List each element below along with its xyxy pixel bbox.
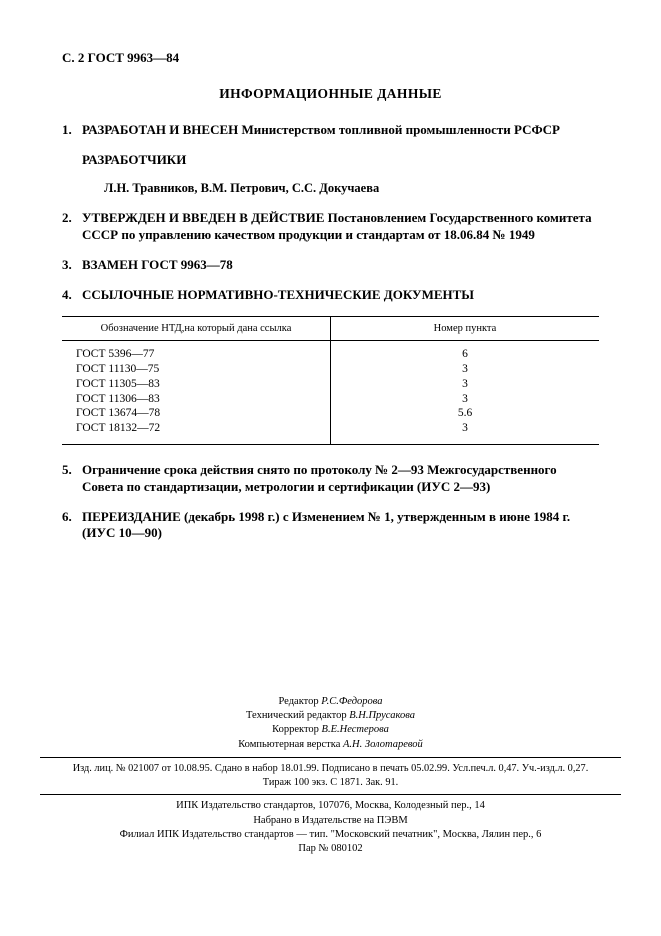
technical-editor-name: В.Н.Прусакова xyxy=(349,710,415,722)
item-1-number: 1. xyxy=(62,122,72,137)
item-3-text: ВЗАМЕН ГОСТ 9963—78 xyxy=(82,256,233,272)
reference-table xyxy=(62,316,599,444)
punkt-cell: 3 xyxy=(462,422,468,435)
item-5 xyxy=(62,462,599,496)
table-row xyxy=(62,421,599,444)
layout-line xyxy=(40,738,621,752)
ntd-cell: ГОСТ 5396—77 xyxy=(62,341,331,362)
imprint-line-1: Изд. лиц. № 021007 от 10.08.95. Сдано в набор 18.01.99. Подписано в печать 05.02.99. Усл.печ.л. 0,47. Уч.-изд.л. 0,27. xyxy=(72,762,589,774)
table-row xyxy=(62,377,599,392)
publisher-address: ИПК Издательство стандартов, 107076, Москва, Колодезный пер., 14 xyxy=(176,800,485,812)
item-3-number: 3. xyxy=(62,256,72,272)
editor-name: Р.С.Федорова xyxy=(321,696,383,707)
divider-bottom xyxy=(40,794,621,795)
table-row xyxy=(62,406,599,421)
column-header-punkt: Номер пункта xyxy=(331,317,600,341)
imprint-line-2: Тираж 100 экз. С 1871. Зак. 91. xyxy=(262,776,399,788)
item-4 xyxy=(62,287,599,304)
publisher-typeset-note: Набрано в Издательстве на ПЭВМ xyxy=(253,814,408,826)
developers-names: Л.Н. Травников, В.М. Петрович, С.С. Докучаева xyxy=(104,180,380,195)
editor-role: Редактор xyxy=(278,696,322,707)
layout-name: А.Н. Золотаревой xyxy=(343,738,423,750)
item-6 xyxy=(62,509,599,543)
corrector-name: В.Е.Нестерова xyxy=(321,724,389,736)
item-2 xyxy=(62,210,599,244)
punkt-cell: 3 xyxy=(462,363,468,376)
table-row xyxy=(62,392,599,407)
punkt-cell: 5.6 xyxy=(457,407,473,420)
publisher-block xyxy=(40,799,621,856)
ntd-cell: ГОСТ 11306—83 xyxy=(62,392,331,407)
column-header-ntd: Обозначение НТД,на который дана ссылка xyxy=(62,317,331,341)
ntd-cell: ГОСТ 13674—78 xyxy=(62,406,331,421)
page-header: С. 2 ГОСТ 9963—84 xyxy=(62,50,180,65)
item-4-number: 4. xyxy=(62,286,72,302)
corrector-line xyxy=(40,723,621,737)
corrector-role: Корректор xyxy=(272,724,322,736)
publisher-branch: Филиал ИПК Издательство стандартов — тип. "Московский печатник", Москва, Лялин пер., 6 xyxy=(119,828,542,840)
item-4-text: ССЫЛОЧНЫЕ НОРМАТИВНО-ТЕХНИЧЕСКИЕ ДОКУМЕНТЫ xyxy=(82,286,475,302)
punkt-cell: 3 xyxy=(462,392,468,405)
punkt-cell: 3 xyxy=(462,377,468,390)
item-1 xyxy=(62,122,599,139)
item-6-number: 6. xyxy=(62,508,72,524)
table-row xyxy=(62,341,599,362)
editor-line xyxy=(40,695,621,709)
punkt-cell: 6 xyxy=(462,348,468,361)
developers-heading: РАЗРАБОТЧИКИ xyxy=(82,151,187,167)
item-2-text: УТВЕРЖДЕН И ВВЕДЕН В ДЕЙСТВИЕ Постановлением Государственного комитета СССР по управлению качеством продукции и стандартам от 18.06.84 № 1949 xyxy=(82,209,592,242)
table-row xyxy=(62,362,599,377)
item-3 xyxy=(62,257,599,274)
item-5-text: Ограничение срока действия снято по протоколу № 2—93 Межгосударственного Совета по стандартизации, метрологии и сертификации (ИУС 2—93) xyxy=(82,461,557,494)
layout-role: Компьютерная верстка xyxy=(238,738,343,750)
table-header-row xyxy=(62,317,599,341)
colophon-block xyxy=(40,695,621,856)
item-1-text: РАЗРАБОТАН И ВНЕСЕН Министерством топливной промышленности РСФСР xyxy=(82,122,560,137)
publisher-order-number: Пар № 080102 xyxy=(298,842,363,854)
item-2-number: 2. xyxy=(62,209,72,225)
technical-editor-line xyxy=(40,709,621,723)
item-6-text: ПЕРЕИЗДАНИЕ (декабрь 1998 г.) с Изменением № 1, утвержденным в июне 1984 г. (ИУС 10—90) xyxy=(82,508,571,541)
divider-top xyxy=(40,757,621,758)
technical-editor-role: Технический редактор xyxy=(246,710,350,722)
ntd-cell: ГОСТ 11130—75 xyxy=(62,362,331,377)
page-title: ИНФОРМАЦИОННЫЕ ДАННЫЕ xyxy=(219,86,442,101)
ntd-cell: ГОСТ 18132—72 xyxy=(62,421,331,444)
ntd-cell: ГОСТ 11305—83 xyxy=(62,377,331,392)
item-5-number: 5. xyxy=(62,461,72,477)
